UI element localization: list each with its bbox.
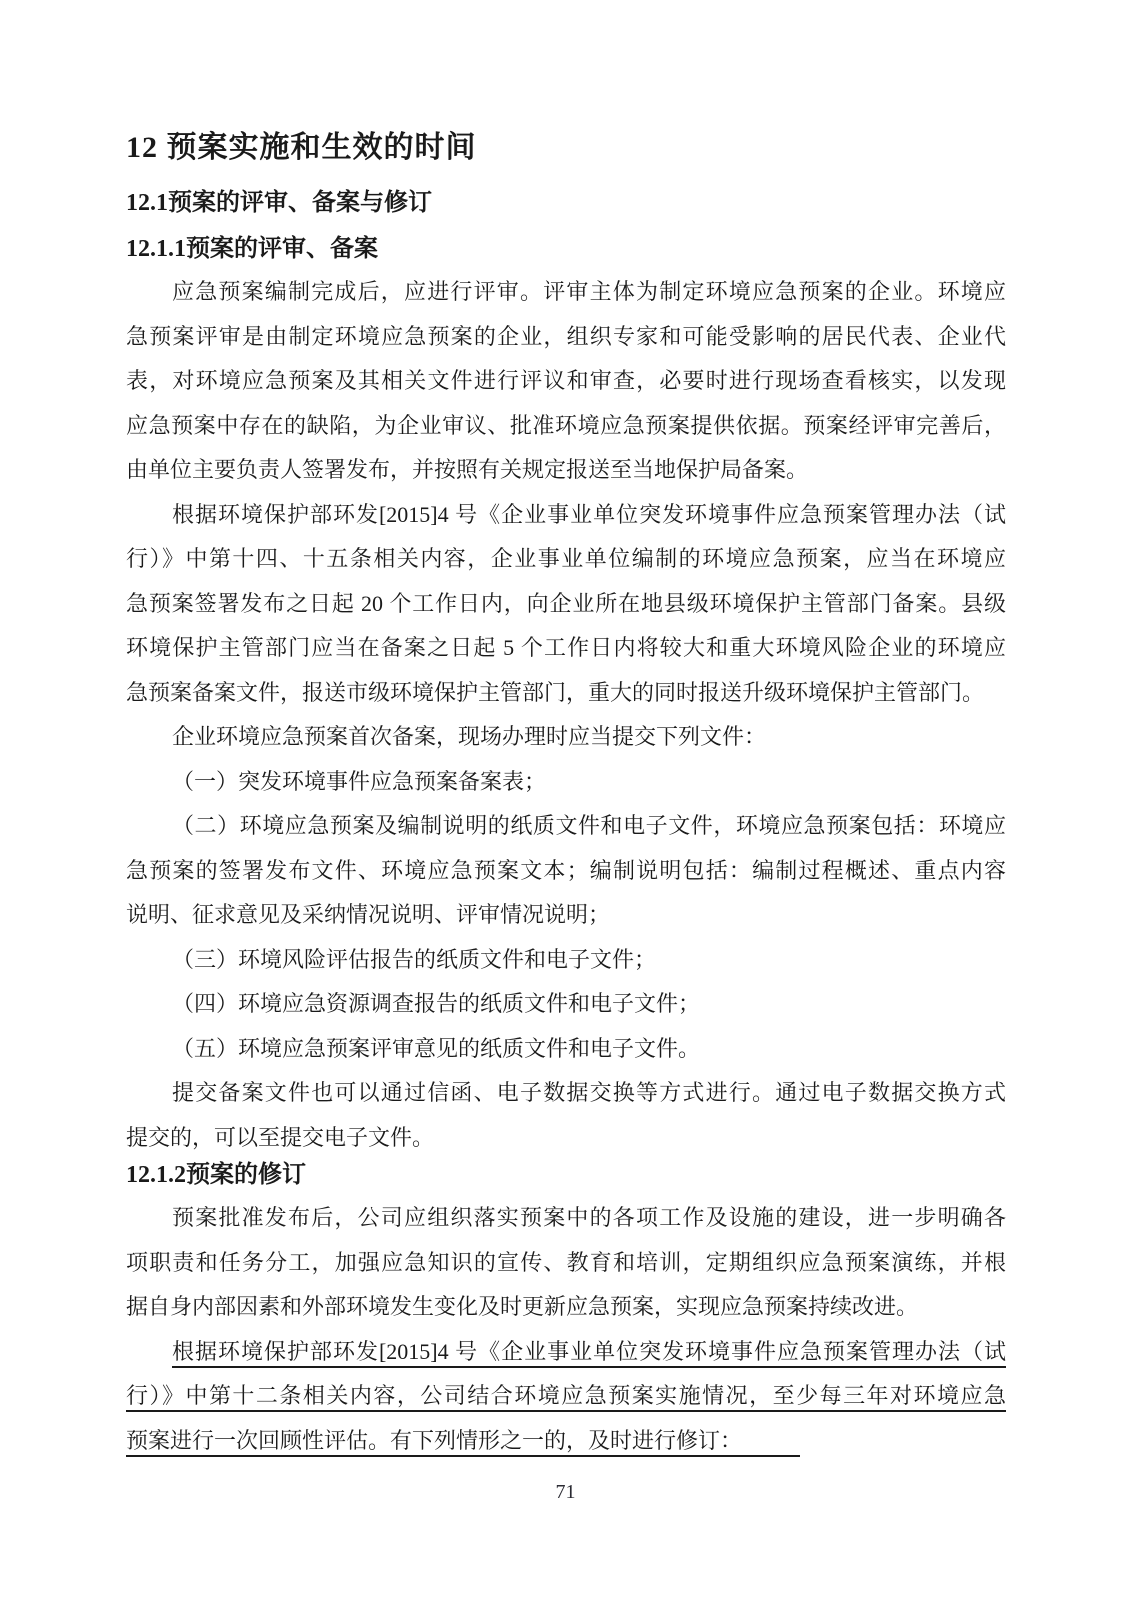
paragraph-revision-rule-underlined <box>126 1330 1006 1464</box>
text-line: 应急预案编制完成后，应进行评审。评审主体为制定环境应急预案的企业。环境应 <box>172 279 1006 304</box>
paragraph-review-intro <box>126 270 1006 493</box>
subsection-heading-12-1-1: 12.1.1预案的评审、备案 <box>126 236 378 262</box>
section-heading-12-1: 12.1预案的评审、备案与修订 <box>126 190 432 216</box>
subsection-heading-12-1-2: 12.1.2预案的修订 <box>126 1162 306 1188</box>
text-line: 急预案签署发布之日起 20 个工作日内，向企业所在地县级环境保护主管部门备案。县级 <box>126 590 1006 616</box>
text-line: 行）》中第十二条相关内容，公司结合环境应急预案实施情况，至少每三年对环境应急 <box>126 1383 1006 1408</box>
text-line: （二）环境应急预案及编制说明的纸质文件和电子文件，环境应急预案包括：环境应 <box>172 813 1006 838</box>
text-line: （一）突发环境事件应急预案备案表； <box>172 768 547 794</box>
text-line: 表，对环境应急预案及其相关文件进行评议和审查，必要时进行现场查看核实，以发现 <box>126 368 1006 393</box>
text-line: 提交备案文件也可以通过信函、电子数据交换等方式进行。通过电子数据交换方式 <box>172 1080 1006 1105</box>
text-line: 急预案评审是由制定环境应急预案的企业，组织专家和可能受影响的居民代表、企业代 <box>126 323 1006 349</box>
page-number: 71 <box>555 1481 576 1503</box>
paragraph-filing-rules <box>126 493 1006 716</box>
text-line: 项职责和任务分工，加强应急知识的宣传、教育和培训，定期组织应急预案演练，并根 <box>126 1249 1006 1275</box>
text-line: 应急预案中存在的缺陷，为企业审议、批准环境应急预案提供依据。预案经评审完善后， <box>126 412 1006 438</box>
text-line: 提交的，可以至提交电子文件。 <box>126 1124 435 1150</box>
text-line: 环境保护主管部门应当在备案之日起 5 个工作日内将较大和重大环境风险企业的环境应 <box>126 635 1006 660</box>
text-line: 预案进行一次回顾性评估。有下列情形之一的，及时进行修订： <box>126 1419 1006 1464</box>
text-line: 企业环境应急预案首次备案，现场办理时应当提交下列文件： <box>172 724 767 749</box>
text-line: 据自身内部因素和外部环境发生变化及时更新应急预案，实现应急预案持续改进。 <box>126 1294 919 1319</box>
list-item-2 <box>126 804 1006 938</box>
paragraph-revision-intro <box>126 1196 1006 1330</box>
text-line: 急预案备案文件，报送市级环境保护主管部门，重大的同时报送升级环境保护主管部门。 <box>126 679 985 705</box>
chapter-heading: 12 预案实施和生效的时间 <box>126 131 477 164</box>
page-footer <box>0 1478 1131 1506</box>
text-line: 由单位主要负责人签署发布，并按照有关规定报送至当地保护局备案。 <box>126 457 809 482</box>
list-item-4 <box>126 982 1006 1027</box>
text-line: 根据环境保护部环发[2015]4 号《企业事业单位突发环境事件应急预案管理办法（试 <box>172 501 1006 527</box>
text-line: （三）环境风险评估报告的纸质文件和电子文件； <box>172 946 657 972</box>
list-item-5 <box>126 1027 1006 1072</box>
paragraph-submission-methods <box>126 1071 1006 1160</box>
text-line: 急预案的签署发布文件、环境应急预案文本；编制说明包括：编制过程概述、重点内容 <box>126 857 1006 883</box>
text-line: 行）》中第十四、十五条相关内容，企业事业单位编制的环境应急预案，应当在环境应 <box>126 546 1006 571</box>
text-line: 根据环境保护部环发[2015]4 号《企业事业单位突发环境事件应急预案管理办法（试 <box>172 1338 1006 1364</box>
text-line: （四）环境应急资源调查报告的纸质文件和电子文件； <box>172 991 701 1016</box>
document-content <box>126 128 1006 1463</box>
list-item-1 <box>126 760 1006 805</box>
text-line: （五）环境应急预案评审意见的纸质文件和电子文件。 <box>172 1035 701 1061</box>
text-line: 说明、征求意见及采纳情况说明、评审情况说明； <box>126 902 611 927</box>
text-line: 预案批准发布后，公司应组织落实预案中的各项工作及设施的建设，进一步明确各 <box>172 1205 1006 1230</box>
list-item-3 <box>126 938 1006 983</box>
paragraph-first-filing <box>126 715 1006 760</box>
